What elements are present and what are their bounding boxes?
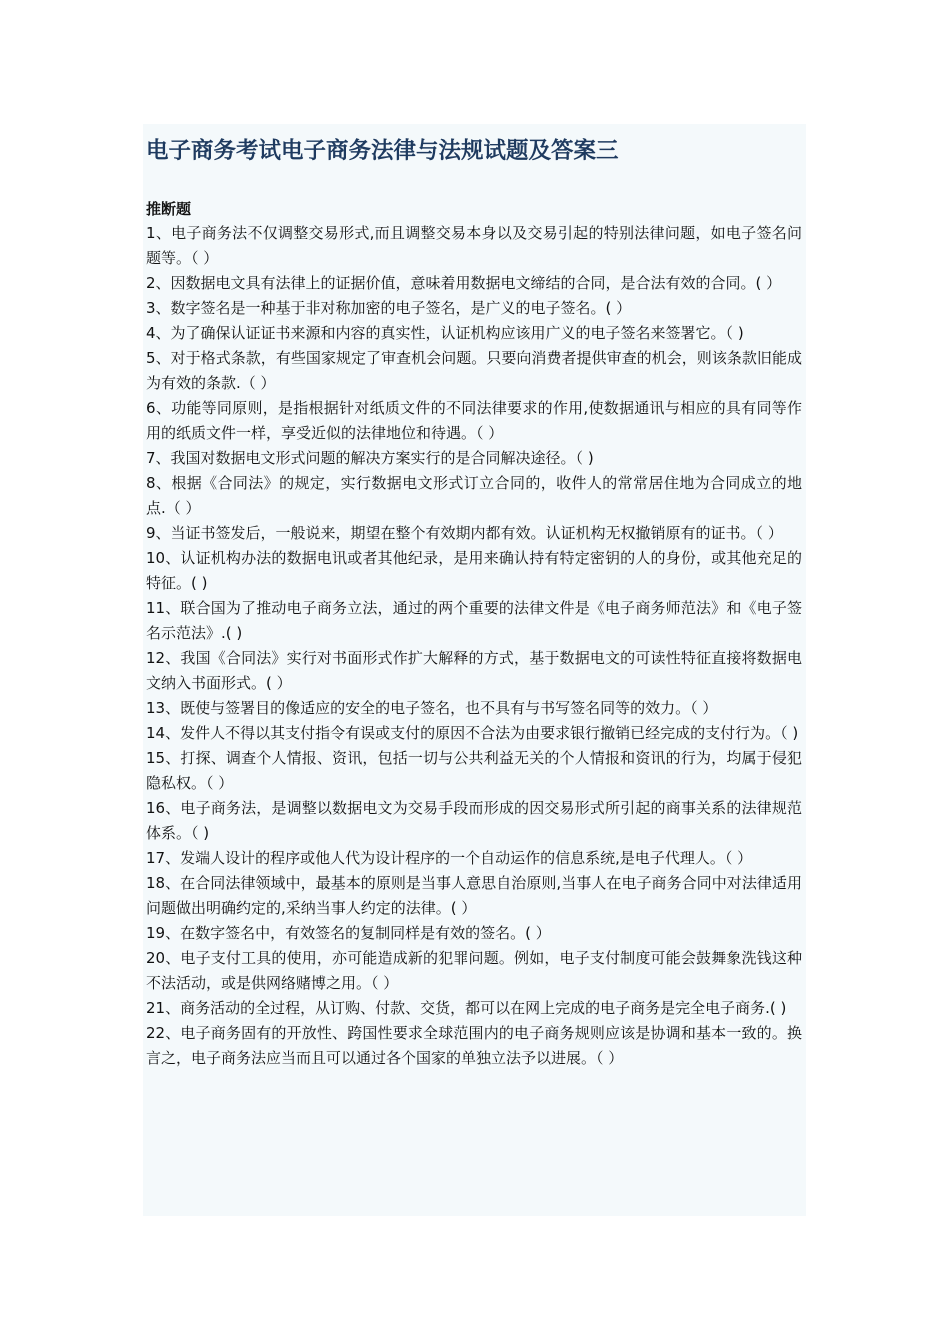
question-item: 11、联合国为了推动电子商务立法，通过的两个重要的法律文件是《电子商务师范法》和《电子签名示范法》.( ) (146, 599, 802, 642)
question-item: 22、电子商务固有的开放性、跨国性要求全球范围内的电子商务规则应该是协调和基本一致的。换言之，电子商务法应当而且可以通过各个国家的单独立法予以进展。（ ） (146, 1024, 802, 1067)
question-item: 10、认证机构办法的数据电讯或者其他纪录，是用来确认持有特定密钥的人的身份，或其他充足的特征。( ) (146, 549, 802, 592)
question-item: 4、为了确保认证证书来源和内容的真实性，认证机构应该用广义的电子签名来签署它。（ ) (146, 324, 744, 342)
question-item: 16、电子商务法，是调整以数据电文为交易手段而形成的因交易形式所引起的商事关系的法律规范体系。（ ) (146, 799, 802, 842)
question-item: 3、数字签名是一种基于非对称加密的电子签名，是广义的电子签名。( ） (146, 299, 632, 317)
question-item: 13、既使与签署目的像适应的安全的电子签名，也不具有与书写签名同等的效力。（ ） (146, 699, 718, 717)
question-item: 17、发端人设计的程序或他人代为设计程序的一个自动运作的信息系统,是电子代理人。（ ） (146, 849, 753, 867)
question-item: 2、因数据电文具有法律上的证据价值，意味着用数据电文缔结的合同，是合法有效的合同。( ） (146, 274, 782, 292)
section-heading: 推断题 (146, 200, 192, 218)
question-item: 20、电子支付工具的使用，亦可能造成新的犯罪问题。例如，电子支付制度可能会鼓舞象洗钱这种不法活动，或是供网络赌博之用。（ ） (146, 949, 802, 992)
question-item: 15、打探、调查个人情报、资讯，包括一切与公共利益无关的个人情报和资讯的行为，均属于侵犯隐私权。（ ） (146, 749, 802, 792)
question-item: 14、发件人不得以其支付指令有误或支付的原因不合法为由要求银行撤销已经完成的支付行为。（ ) (146, 724, 799, 742)
document-title: 电子商务考试电子商务法律与法规试题及答案三 (146, 138, 619, 164)
question-item: 5、对于格式条款，有些国家规定了审查机会问题。只要向消费者提供审查的机会，则该条款旧能成为有效的条款.（ ） (146, 349, 802, 392)
question-item: 1、电子商务法不仅调整交易形式,而且调整交易本身以及交易引起的特别法律问题，如电子签名问题等。（ ） (146, 224, 802, 267)
question-item: 21、商务活动的全过程，从订购、付款、交货，都可以在网上完成的电子商务是完全电子商务.( ) (146, 999, 787, 1017)
question-item: 12、我国《合同法》实行对书面形式作扩大解释的方式，基于数据电文的可读性特征直接将数据电文纳入书面形式。( ） (146, 649, 802, 692)
question-item: 9、当证书签发后，一般说来，期望在整个有效期内都有效。认证机构无权撤销原有的证书。（ ） (146, 524, 783, 542)
question-item: 19、在数字签名中，有效签名的复制同样是有效的签名。( ） (146, 924, 551, 942)
question-item: 18、在合同法律领域中，最基本的原则是当事人意思自治原则,当事人在电子商务合同中对法律适用问题做出明确约定的,采纳当事人约定的法律。( ） (146, 874, 802, 917)
question-item: 7、我国对数据电文形式问题的解决方案实行的是合同解决途径。（ ) (146, 449, 594, 467)
question-list (146, 221, 802, 1071)
question-item: 6、功能等同原则，是指根据针对纸质文件的不同法律要求的作用,使数据通讯与相应的具有同等作用的纸质文件一样，享受近似的法律地位和待遇。（ ） (146, 399, 802, 442)
question-item: 8、根据《合同法》的规定，实行数据电文形式订立合同的，收件人的常常居住地为合同成立的地点.（ ） (146, 474, 802, 517)
